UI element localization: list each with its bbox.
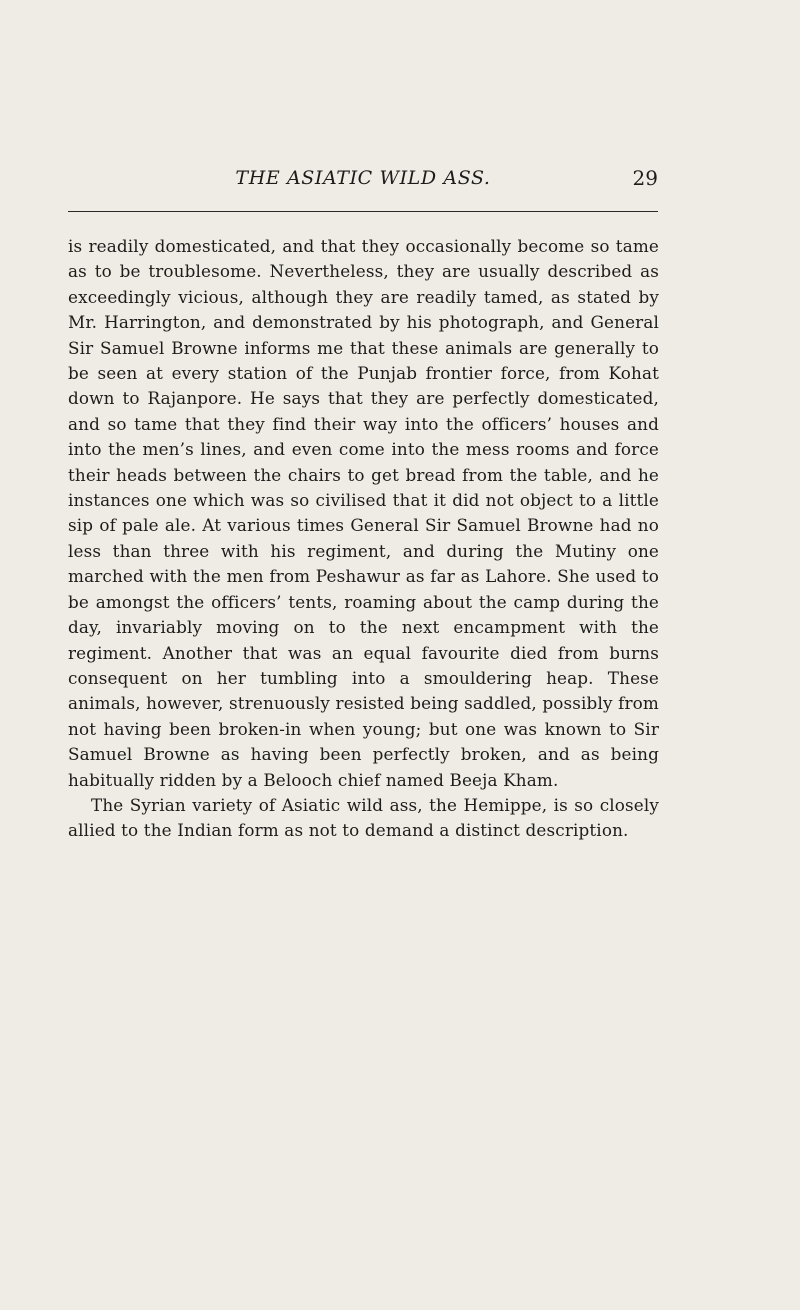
body-text [68,234,659,844]
paragraph-1: is readily domesticated, and that they occasionally become so tame as to be troublesome. Nevertheless, they are usually described as exceedingly vicious, although they are readily tamed, as stated by Mr. Harrington, and demonstrated by his photograph, and General Sir Samuel Browne informs me that these animals are generally to be seen at every station of the Punjab frontier force, from Kohat down to Rajanpore. He says that they are perfectly domesticated, and so tame that they find their way into the officers’ houses and into the men’s lines, and even come into the mess rooms and force their heads between the chairs to get bread from the table, and he instances one which was so civilised that it did not object to a little sip of pale ale. At various times General Sir Samuel Browne had no less than three with his regiment, and during the Mutiny one marched with the men from Peshawur as far as Lahore. She used to be amongst the officers’ tents, roaming about the camp during the day, invariably moving on to the next encampment with the regiment. Another that was an equal favourite died from burns consequent on her tumbling into a smouldering heap. These animals, however, strenuously resisted being saddled, possibly from not having been broken-in when young; but one was known to Sir Samuel Browne as having been perfectly broken, and as being habitually ridden by a Belooch chief named Beeja Kham. [68,236,659,790]
running-title: THE ASIATIC WILD ASS. [235,167,491,189]
running-head [68,163,658,193]
page-number: 29 [632,166,658,190]
paragraph-2: The Syrian variety of Asiatic wild ass, the Hemippe, is so closely allied to the Indian form as not to demand a distinct description. [68,794,659,841]
header-rule [68,211,658,212]
